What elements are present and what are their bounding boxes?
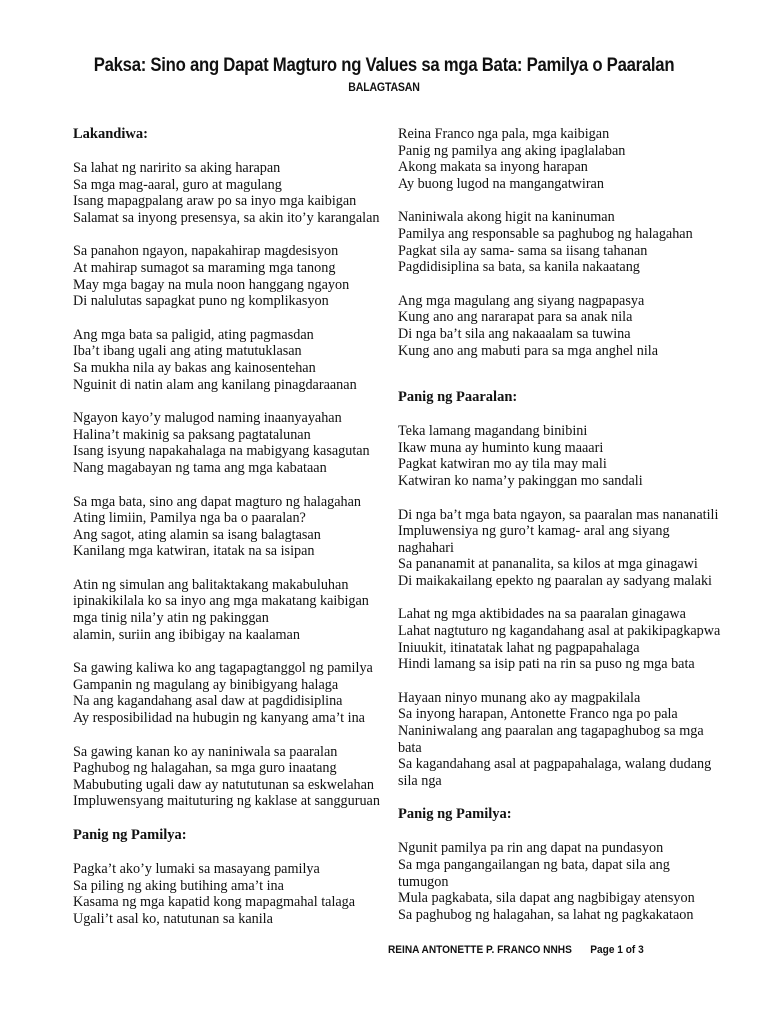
page-number: Page 1 of 3 [590,944,644,956]
verse-line: Nguinit di natin alam ang kanilang pinagdaraanan [73,376,357,393]
verse-line: Halina’t makinig sa paksang pagtatalunan [73,426,311,443]
verse-line: Kasama ng mga kapatid kong mapagmahal talaga [73,894,356,911]
verse-line: Ating limiin, Pamilya nga ba o paaralan? [73,510,306,527]
stanza [398,840,723,923]
stanza [398,606,723,672]
verse-line: Gampanin ng magulang ay binibigyang halaga [73,676,339,693]
verse-line: Lahat ng mga aktibidades na sa paaralan ginagawa [398,606,686,623]
verse-line: Sa mga mag-aaral, guro at magulang [73,176,282,193]
verse-line: Panig ng pamilya ang aking ipaglalaban [398,142,626,159]
verse-line: Kung ano ang nararapat para sa anak nila [398,309,633,326]
verse-line: Na ang kagandahang asal daw at pagdidisiplina [73,693,343,710]
verse-line: Sa pananamit at pananalita, sa kilos at mga ginagawi [398,556,698,573]
verse-line: Naniniwala akong higit na kaninuman [398,209,615,226]
verse-line: Iniuukit, itinatatak lahat ng pagpapahalaga [398,639,640,656]
verse-line: Di nalulutas sapagkat puno ng komplikasyon [73,293,329,310]
verse-line: Atin ng simulan ang balitaktakang makabuluhan [73,576,349,593]
verse-line: Impluwensyang maituturing ng kaklase at sangguruan [73,793,380,810]
verse-line: Impluwensiya ng guro’t kamag- aral ang siyang naghahari [398,523,670,556]
verse-line: mga tinig nila’y atin ng pakinggan [73,610,269,627]
verse-line: Ikaw muna ay huminto kung maaari [398,439,604,456]
verse-line: Kanilang mga katwiran, itatak na sa isipan [73,543,315,560]
stanza [73,160,383,226]
verse-line: Sa kagandahang asal at pagpapahalaga, walang dudang sila nga [398,756,712,789]
verse-line: Ay resposibilidad na hubugin ng kanyang ama’t ina [73,710,365,727]
stanza [73,744,383,810]
verse-line: Sa mga bata, sino ang dapat magturo ng halagahan [73,493,361,510]
verse-line: ipinakikilala ko sa inyo ang mga makatang kaibigan [73,593,369,610]
verse-line: Sa inyong harapan, Antonette Franco nga po pala [398,706,678,723]
verse-line: Isang isyung napakahalaga na mabigyang kasagutan [73,443,370,460]
verse-line: Akong makata sa inyong harapan [398,159,588,176]
left-column [73,126,383,927]
verse-line: Pamilya ang responsable sa paghubog ng halagahan [398,225,693,242]
stanza [398,423,723,489]
heading-lakandiwa: Lakandiwa: [73,126,148,142]
verse-line: Pagdidisiplina sa bata, sa kanila nakaatang [398,259,640,276]
stanza [398,209,723,275]
stanza [73,660,383,726]
verse-line: Pagkat katwiran mo ay tila may mali [398,456,607,473]
verse-line: Sa lahat ng naririto sa aking harapan [73,160,281,176]
verse-line: Reina Franco nga pala, mga kaibigan [398,126,610,142]
verse-line: Sa gawing kanan ko ay naniniwala sa paaralan [73,743,338,760]
verse-line: Sa piling ng aking butihing ama’t ina [73,877,284,894]
verse-line: Ang mga bata sa paligid, ating pagmasdan [73,326,314,343]
right-column [398,126,723,923]
verse-line: Sa mga pangangailangan ng bata, dapat sila ang tumugon [398,857,670,890]
verse-line: Lahat nagtuturo ng kagandahang asal at pakikipagkapwa [398,623,721,640]
verse-line: Teka lamang magandang binibini [398,423,588,440]
stanza [398,126,723,192]
stanza [73,327,383,393]
verse-line: Pagka’t ako’y lumaki sa masayang pamilya [73,861,320,877]
verse-line: Hayaan ninyo munang ako ay magpakilala [398,689,641,706]
verse-line: May mga bagay na mula noon hanggang ngayon [73,276,350,293]
verse-line: Ang sagot, ating alamin sa isang balagtasan [73,526,321,543]
verse-line: Ugali’t asal ko, natutunan sa kanila [73,910,273,927]
verse-line: Salamat sa inyong presensya, sa akin ito’y karangalan [73,209,380,226]
verse-line: alamin, suriin ang ibibigay na kaalaman [73,626,300,643]
verse-line: Mabubuting ugali daw ay natututunan sa eskwelahan [73,776,375,793]
stanza [73,410,383,476]
stanza [398,293,723,359]
verse-line: Iba’t ibang ugali ang ating matutuklasan [73,343,302,360]
stanza [398,690,723,790]
verse-line: Sa mukha nila ay bakas ang kainosentehan [73,359,316,376]
verse-line: Ay buong lugod na mangangatwiran [398,175,604,192]
verse-line: Katwiran ko nama’y pakinggan mo sandali [398,472,643,489]
verse-line: Di nga ba’t sila ang nakaaalam sa tuwina [398,325,631,342]
verse-line: Sa paghubog ng halagahan, sa lahat ng pagkakataon [398,906,694,923]
footer-author: REINA ANTONETTE P. FRANCO NNHS [388,944,572,956]
heading-panig-ng-pamilya: Panig ng Pamilya: [73,827,187,843]
verse-line: Kung ano ang mabuti para sa mga anghel nila [398,342,659,359]
verse-line: Di nga ba’t mga bata ngayon, sa paaralan mas nananatili [398,506,719,523]
verse-line: Sa gawing kaliwa ko ang tagapagtanggol ng pamilya [73,660,373,677]
stanza [73,861,383,927]
stanza [73,577,383,643]
page-footer [388,944,701,956]
verse-line: Ngayon kayo’y malugod naming inaanyayahan [73,410,342,427]
heading-panig-ng-paaralan: Panig ng Paaralan: [398,389,518,406]
verse-line: Isang mapagpalang araw po sa inyo mga kaibigan [73,193,357,210]
verse-line: Ngunit pamilya pa rin ang dapat na pundasyon [398,840,664,857]
verse-line: Di maikakailang epekto ng paaralan ay sadyang malaki [398,572,712,589]
stanza [73,243,383,309]
heading-panig-ng-pamilya-2: Panig ng Pamilya: [398,806,512,823]
document-title: Paksa: Sino ang Dapat Magturo ng Values sa mga Bata: Pamilya o Paaralan [93,55,675,76]
stanza [73,494,383,560]
verse-line: Hindi lamang sa isip pati na rin sa puso ng mga bata [398,656,695,673]
verse-line: Paghubog ng halagahan, sa mga guro inaatang [73,760,337,777]
document-subtitle: BALAGTASAN [348,80,420,94]
verse-line: Nang magabayan ng tama ang mga kabataan [73,459,327,476]
verse-line: At mahirap sumagot sa maraming mga tanong [73,259,336,276]
verse-line: Naniniwalang ang paaralan ang tagapaghubog sa mga bata [398,723,704,756]
verse-line: Sa panahon ngayon, napakahirap magdesisyon [73,243,339,260]
stanza [398,507,723,590]
verse-line: Pagkat sila ay sama- sama sa iisang tahanan [398,242,648,259]
verse-line: Ang mga magulang ang siyang nagpapasya [398,292,645,309]
verse-line: Mula pagkabata, sila dapat ang nagbibigay atensyon [398,890,695,907]
